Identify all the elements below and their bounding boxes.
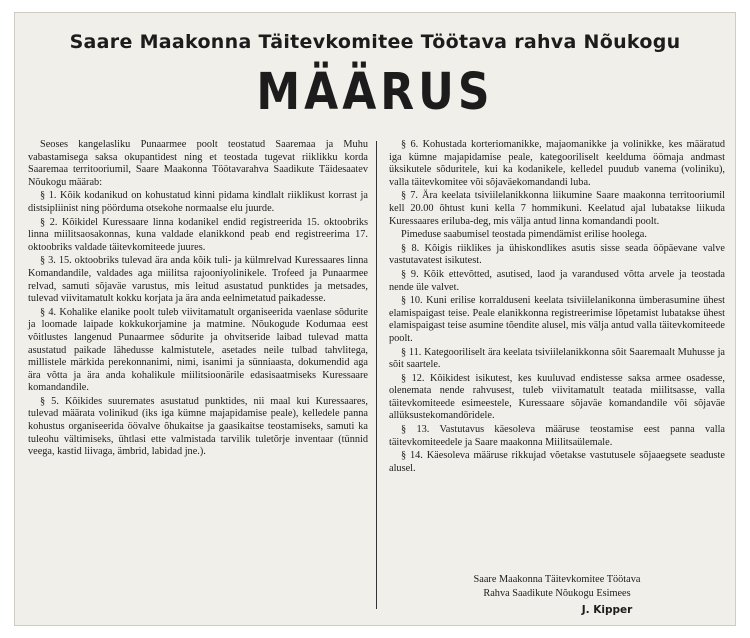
preamble-paragraph: Seoses kangelasliku Punaarmee poolt teostatud Saaremaa ja Muhu vabastamisega saksa okupantidest ning et teostada tugevat riiklikku korda Saaremaa territooriumil, Saare Maakonna Töötavarahva Saadikute Täidesaatev Nõukogu määrab: xyxy=(28,139,368,188)
signatory-name: J. Kipper xyxy=(581,604,633,616)
newspaper-clipping xyxy=(14,12,736,626)
paragraph-8: § 8. Kõigis riiklikes ja ühiskondlikes asutis sisse seada ööpäevane valve vastutavatest isikutest. xyxy=(389,242,725,267)
paragraph-11: § 11. Kategooriliselt ära keelata tsiviilelanikkonna sõit Saaremaalt Muhusse ja sõit saartele. xyxy=(389,346,725,371)
paragraph-14: § 14. Käesoleva määruse rikkujad võetakse vastutusele sõjaaegsete seaduste alusel. xyxy=(389,450,725,474)
paragraph-2: § 2. Kõikidel Kuressaare linna kodanikel endid registreerida 15. oktoobriks linna miilitsaosakonnas, kuna valdade elanikkond peab end registreerima 17. oktoobriks valdade täitevkomiteede juures. xyxy=(28,216,368,253)
signature-line-2: Rahva Saadikute Nõukogu Esimees xyxy=(483,588,631,599)
paragraph-1: § 1. Kõik kodanikud on kohustatud kinni pidama kindlalt riiklikust korrast ja distsipliinist ning pöörduma otsekohe normaalse elu juurde. xyxy=(28,190,368,214)
paragraph-3: § 3. 15. oktoobriks tulevad ära anda kõik tuli- ja külmrelvad Kuressaares linna Komandandile, valdades aga miilitsa rajooniyolinikele. Trofeed ja Punaarmee relvad, samuti sõjaväe varustus, mis leitud asustatud punktides ja metsades, tulevad viivitamatult kokku korjata ja ära anda eelnimetatud paikadesse. xyxy=(28,255,368,305)
paragraph-6: § 6. Kohustada korteriomanikke, majaomanikke ja volinikke, kes määratud iga kümne majapidamise peale, kategooriliselt keelduma öömaja andmast üksikutele sõduritele, kui ka kodanikele, kelledel puudub vanema (voliniku), valla täitevkomitee või sõjaväekomandandi luba. xyxy=(389,139,725,188)
paragraph-12: § 12. Kõikidest isikutest, kes kuuluvad endistesse saksa armee osadesse, olenemata nende rahvusest, tuleb viivitamatult teatada miilitsasse, valla täitevkomiteede esimeestele, Kuressaare sõjaväe komandandile või sõjaväe allüksustekomandöridele. xyxy=(389,372,725,422)
paragraph-7: § 7. Ära keelata tsiviilelanikkonna liikumine Saare maakonna territooriumil kell 20.00 õhtust kuni kella 7 hommikuni. Keelatud ajal lubatakse liikuda Kuressaares eriluba-deg, mis välja antud linna komandandi poolt. xyxy=(389,190,725,227)
column-divider xyxy=(376,141,377,609)
document-title: MÄÄRUS xyxy=(256,63,494,122)
issuer-header: Saare Maakonna Täitevkomitee Töötava rahva Nõukogu xyxy=(69,31,681,53)
left-column xyxy=(28,139,368,460)
paragraph-5: § 5. Kõikides suuremates asustatud punktides, nii maal kui Kuressaares, tulevad määrata volinikud (iks iga kümne majapidamise peale), kelledele panna kohustus organiseerida öövalve õhukaitse ja gaasikaitse teostamiseks, samuti ka tuleohu vältimiseks, ühtlasi ette valmistada tarvilik tuletõrje inventaar (tünnid veega, kastid liivaga, ämbrid, labidad jne.). xyxy=(28,395,368,458)
paragraph-10: § 10. Kuni erilise korralduseni keelata tsiviilelanikonna ümberasumine ühest elamispaigast teise. Peale elanikkonna registreerimise lõpetamist lubatakse ühest elamispaigast teise asumine tõendite alusel, mis välja antud valla täitevkomiteede poolt. xyxy=(389,295,725,344)
blackout-note: Pimeduse saabumisel teostada pimendämist erilise hoolega. xyxy=(401,229,647,241)
paragraph-13: § 13. Vastutavus käesoleva määruse teostamise eest panna valla täitevkomiteedele ja Saare maakonna Miilitsaülemale. xyxy=(389,424,725,448)
signature-line-1: Saare Maakonna Täitevkomitee Töötava xyxy=(473,574,641,585)
right-column xyxy=(389,139,725,476)
paragraph-4: § 4. Kohalike elanike poolt tuleb viivitamatult organiseerida vaenlase sõdurite ja loomade laipade kokkukorjamine ja matmine. Nõukogude Kodumaa eest võitlustes langenud Punaarmee sõdurite ja ohvitseride laibad tulevad matta asustatud paikade lähedusse kalmistutele, asetades neile tulbad tahvlitega, millistele märkida perekonnanimi, nimi, isanimi ja sünniaasta, dokumendid aga ära võtta ja ära anda kohalikule miilitsioonärile edasisaatmiseks Kuressaare komandandile. xyxy=(28,306,368,394)
paragraph-9: § 9. Kõik ettevõtted, asutised, laod ja varandused võtta arvele ja teostada nende üle valvet. xyxy=(389,268,725,293)
signature-block xyxy=(389,573,725,617)
